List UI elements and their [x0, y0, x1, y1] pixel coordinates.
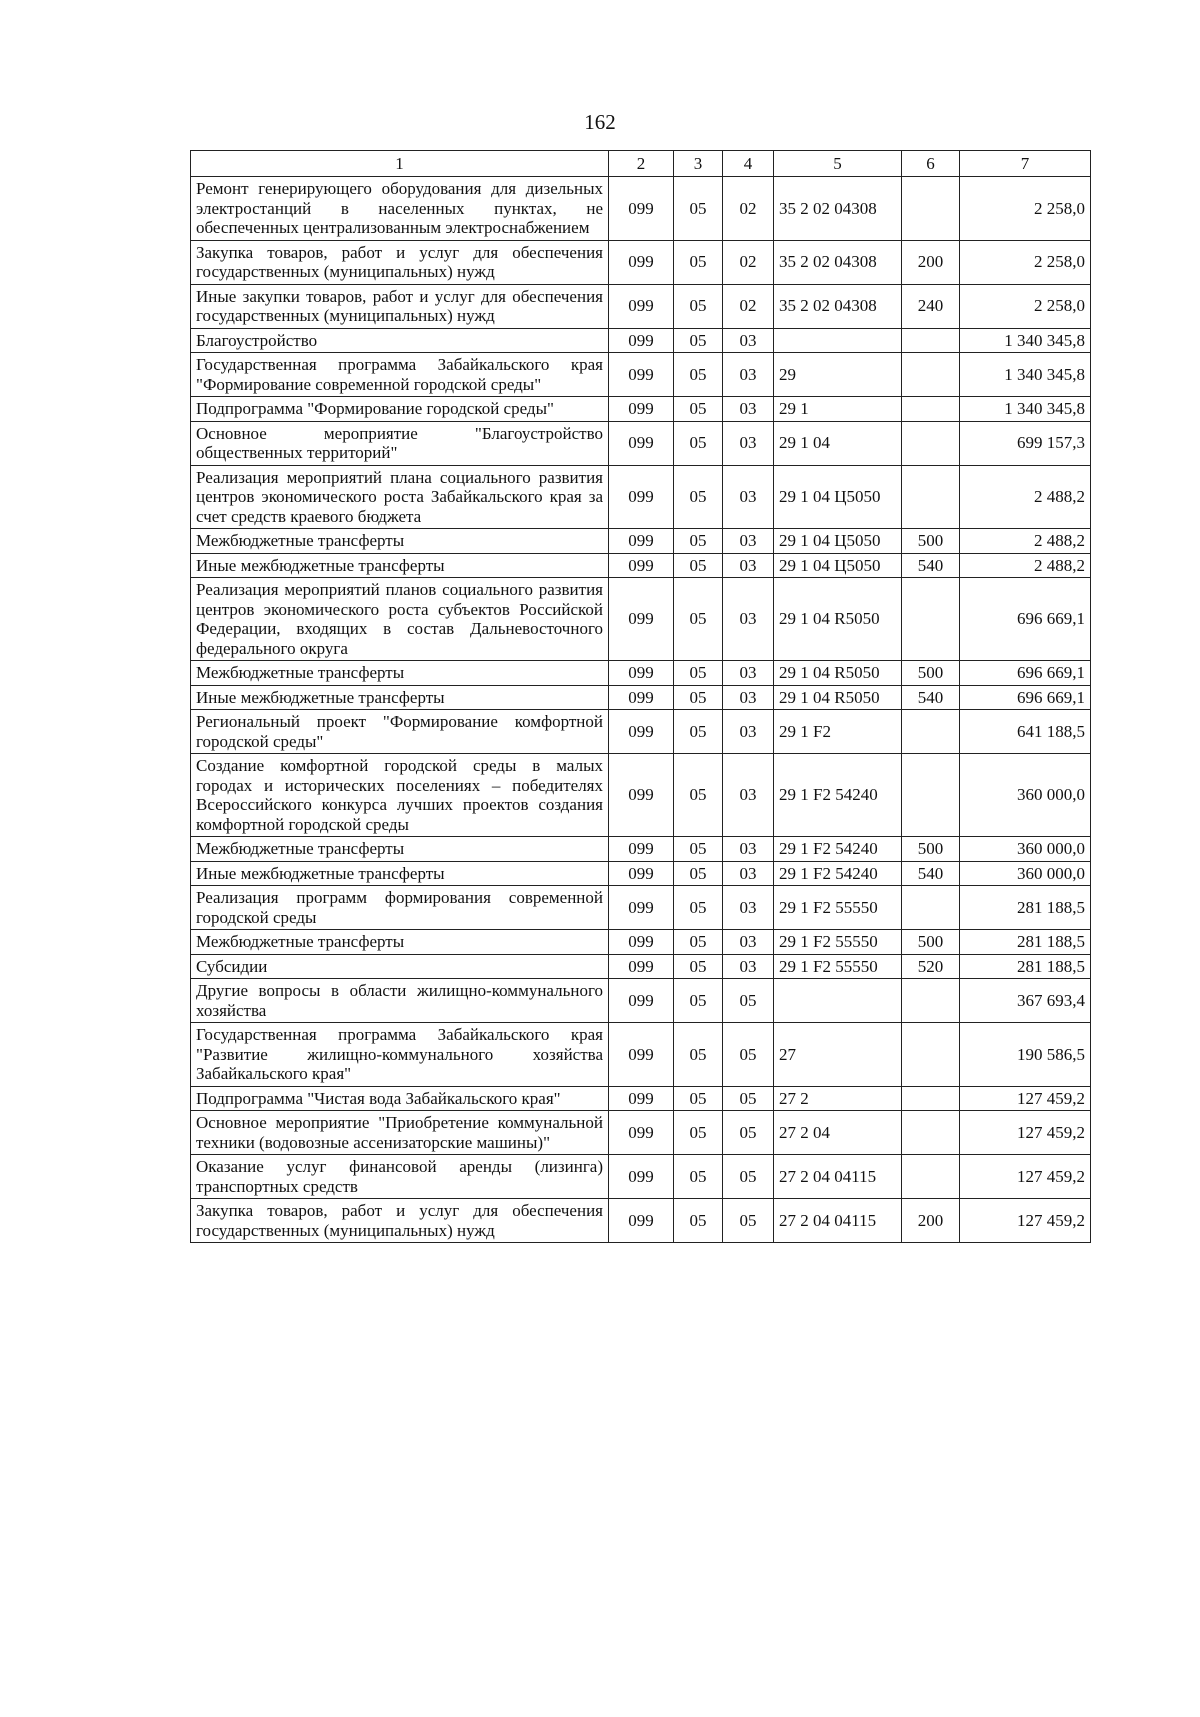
row-col2-cell: 099: [609, 1111, 674, 1155]
table-row: [191, 1199, 1091, 1243]
row-col2-cell: 099: [609, 421, 674, 465]
row-col7-cell: 127 459,2: [960, 1111, 1091, 1155]
row-col4-cell: 05: [723, 1086, 774, 1111]
row-col4-cell: 05: [723, 979, 774, 1023]
row-col7-cell: 281 188,5: [960, 886, 1091, 930]
row-name-cell: Благоустройство: [191, 328, 609, 353]
row-col4-cell: 03: [723, 529, 774, 554]
row-col4-cell: 03: [723, 553, 774, 578]
row-col4-cell: 02: [723, 284, 774, 328]
row-col7-cell: 360 000,0: [960, 754, 1091, 837]
column-header-7: 7: [960, 151, 1091, 177]
row-col2-cell: 099: [609, 837, 674, 862]
table-row: [191, 710, 1091, 754]
row-col4-cell: 03: [723, 661, 774, 686]
table-row: [191, 1086, 1091, 1111]
row-col7-cell: 699 157,3: [960, 421, 1091, 465]
row-col7-cell: 696 669,1: [960, 661, 1091, 686]
row-col5-cell: [774, 328, 902, 353]
row-col5-cell: 29 1 04 R5050: [774, 685, 902, 710]
row-name-cell: Межбюджетные трансферты: [191, 837, 609, 862]
row-col3-cell: 05: [674, 886, 723, 930]
row-col6-cell: 540: [902, 553, 960, 578]
row-col6-cell: 200: [902, 240, 960, 284]
row-col3-cell: 05: [674, 754, 723, 837]
table-row: [191, 553, 1091, 578]
row-col3-cell: 05: [674, 861, 723, 886]
row-col5-cell: 29 1 04: [774, 421, 902, 465]
row-col5-cell: 29 1 04 R5050: [774, 661, 902, 686]
table-row: [191, 397, 1091, 422]
row-col2-cell: 099: [609, 1086, 674, 1111]
row-col5-cell: 27 2 04 04115: [774, 1199, 902, 1243]
row-name-cell: Государственная программа Забайкальского края "Формирование современной городской среды": [191, 353, 609, 397]
row-col2-cell: 099: [609, 754, 674, 837]
column-header-2: 2: [609, 151, 674, 177]
row-col7-cell: 127 459,2: [960, 1199, 1091, 1243]
row-name-cell: Реализация мероприятий планов социального развития центров экономического роста субъектов Российской Федерации, входящих в состав Дальневосточного федерального округа: [191, 578, 609, 661]
row-col6-cell: [902, 710, 960, 754]
row-col5-cell: 29 1 F2 55550: [774, 954, 902, 979]
row-col3-cell: 05: [674, 553, 723, 578]
row-col4-cell: 03: [723, 578, 774, 661]
row-col4-cell: 03: [723, 421, 774, 465]
row-col7-cell: 360 000,0: [960, 861, 1091, 886]
header-row: [191, 151, 1091, 177]
row-col3-cell: 05: [674, 954, 723, 979]
row-col6-cell: [902, 754, 960, 837]
row-name-cell: Иные закупки товаров, работ и услуг для обеспечения государственных (муниципальных) нужд: [191, 284, 609, 328]
row-col6-cell: 240: [902, 284, 960, 328]
row-col7-cell: 641 188,5: [960, 710, 1091, 754]
row-name-cell: Основное мероприятие "Приобретение коммунальной техники (водовозные ассенизаторские машины)": [191, 1111, 609, 1155]
row-col5-cell: 29 1 F2: [774, 710, 902, 754]
column-header-5: 5: [774, 151, 902, 177]
row-col2-cell: 099: [609, 1199, 674, 1243]
row-col5-cell: 27 2: [774, 1086, 902, 1111]
row-col7-cell: 2 258,0: [960, 240, 1091, 284]
table-row: [191, 685, 1091, 710]
row-col2-cell: 099: [609, 710, 674, 754]
row-name-cell: Закупка товаров, работ и услуг для обеспечения государственных (муниципальных) нужд: [191, 240, 609, 284]
row-name-cell: Подпрограмма "Формирование городской среды": [191, 397, 609, 422]
row-col4-cell: 03: [723, 861, 774, 886]
row-col5-cell: 29 1 04 Ц5050: [774, 529, 902, 554]
row-col6-cell: 200: [902, 1199, 960, 1243]
row-col6-cell: 540: [902, 861, 960, 886]
row-col6-cell: [902, 1086, 960, 1111]
row-col7-cell: 367 693,4: [960, 979, 1091, 1023]
row-col5-cell: 29 1 04 Ц5050: [774, 465, 902, 529]
row-col3-cell: 05: [674, 837, 723, 862]
row-col5-cell: 29 1 F2 55550: [774, 930, 902, 955]
budget-table: [190, 150, 1091, 1243]
row-col6-cell: [902, 328, 960, 353]
table-row: [191, 861, 1091, 886]
row-col3-cell: 05: [674, 1199, 723, 1243]
row-col7-cell: 190 586,5: [960, 1023, 1091, 1087]
row-col2-cell: 099: [609, 1155, 674, 1199]
row-col6-cell: [902, 886, 960, 930]
row-name-cell: Государственная программа Забайкальского края "Развитие жилищно-коммунального хозяйства Забайкальского края": [191, 1023, 609, 1087]
row-col4-cell: 03: [723, 954, 774, 979]
row-col6-cell: 540: [902, 685, 960, 710]
row-col4-cell: 05: [723, 1111, 774, 1155]
row-col6-cell: 500: [902, 930, 960, 955]
row-col5-cell: 29 1 F2 54240: [774, 754, 902, 837]
row-col4-cell: 03: [723, 685, 774, 710]
row-col4-cell: 03: [723, 886, 774, 930]
row-col7-cell: 696 669,1: [960, 578, 1091, 661]
row-col6-cell: 500: [902, 837, 960, 862]
row-col3-cell: 05: [674, 578, 723, 661]
row-col3-cell: 05: [674, 328, 723, 353]
table-row: [191, 1155, 1091, 1199]
row-name-cell: Закупка товаров, работ и услуг для обеспечения государственных (муниципальных) нужд: [191, 1199, 609, 1243]
row-col3-cell: 05: [674, 421, 723, 465]
row-name-cell: Оказание услуг финансовой аренды (лизинга) транспортных средств: [191, 1155, 609, 1199]
table-row: [191, 284, 1091, 328]
row-col4-cell: 03: [723, 465, 774, 529]
table-row: [191, 886, 1091, 930]
row-col2-cell: 099: [609, 886, 674, 930]
row-name-cell: Реализация мероприятий плана социального развития центров экономического роста Забайкальского края за счет средств краевого бюджета: [191, 465, 609, 529]
row-col2-cell: 099: [609, 685, 674, 710]
row-col2-cell: 099: [609, 661, 674, 686]
row-col5-cell: 27 2 04 04115: [774, 1155, 902, 1199]
row-col4-cell: 03: [723, 397, 774, 422]
row-col5-cell: [774, 979, 902, 1023]
row-col7-cell: 1 340 345,8: [960, 328, 1091, 353]
table-row: [191, 353, 1091, 397]
row-col2-cell: 099: [609, 930, 674, 955]
row-name-cell: Региональный проект "Формирование комфортной городской среды": [191, 710, 609, 754]
row-col7-cell: 1 340 345,8: [960, 353, 1091, 397]
row-col2-cell: 099: [609, 353, 674, 397]
row-col6-cell: 500: [902, 661, 960, 686]
row-col4-cell: 03: [723, 710, 774, 754]
table-row: [191, 1023, 1091, 1087]
row-name-cell: Другие вопросы в области жилищно-коммунального хозяйства: [191, 979, 609, 1023]
table-row: [191, 529, 1091, 554]
row-col3-cell: 05: [674, 1155, 723, 1199]
row-col5-cell: 29 1 F2 55550: [774, 886, 902, 930]
row-col3-cell: 05: [674, 397, 723, 422]
row-col6-cell: 500: [902, 529, 960, 554]
row-col3-cell: 05: [674, 1111, 723, 1155]
row-col2-cell: 099: [609, 1023, 674, 1087]
row-name-cell: Иные межбюджетные трансферты: [191, 553, 609, 578]
row-col5-cell: 29 1 F2 54240: [774, 837, 902, 862]
row-name-cell: Иные межбюджетные трансферты: [191, 861, 609, 886]
table-row: [191, 754, 1091, 837]
row-col2-cell: 099: [609, 284, 674, 328]
row-col2-cell: 099: [609, 553, 674, 578]
table-row: [191, 930, 1091, 955]
row-col2-cell: 099: [609, 861, 674, 886]
row-col3-cell: 05: [674, 240, 723, 284]
row-col6-cell: 520: [902, 954, 960, 979]
row-col6-cell: [902, 979, 960, 1023]
row-col5-cell: 35 2 02 04308: [774, 177, 902, 241]
row-col7-cell: 696 669,1: [960, 685, 1091, 710]
table-row: [191, 954, 1091, 979]
row-col4-cell: 03: [723, 328, 774, 353]
column-header-3: 3: [674, 151, 723, 177]
row-name-cell: Межбюджетные трансферты: [191, 661, 609, 686]
row-col3-cell: 05: [674, 529, 723, 554]
row-col5-cell: 29 1 04 R5050: [774, 578, 902, 661]
row-col3-cell: 05: [674, 284, 723, 328]
row-col2-cell: 099: [609, 465, 674, 529]
column-header-6: 6: [902, 151, 960, 177]
row-col4-cell: 02: [723, 177, 774, 241]
row-col3-cell: 05: [674, 1086, 723, 1111]
row-col6-cell: [902, 1155, 960, 1199]
row-col3-cell: 05: [674, 661, 723, 686]
row-col5-cell: 35 2 02 04308: [774, 284, 902, 328]
row-col6-cell: [902, 353, 960, 397]
row-col4-cell: 03: [723, 837, 774, 862]
row-col4-cell: 05: [723, 1199, 774, 1243]
row-col6-cell: [902, 1023, 960, 1087]
row-col7-cell: 2 488,2: [960, 553, 1091, 578]
row-col2-cell: 099: [609, 954, 674, 979]
row-col3-cell: 05: [674, 1023, 723, 1087]
row-name-cell: Создание комфортной городской среды в малых городах и исторических поселениях – победителях Всероссийского конкурса лучших проектов создания комфортной городской среды: [191, 754, 609, 837]
table-row: [191, 240, 1091, 284]
row-col4-cell: 03: [723, 353, 774, 397]
table-row: [191, 979, 1091, 1023]
row-col7-cell: 2 488,2: [960, 465, 1091, 529]
table-row: [191, 421, 1091, 465]
row-name-cell: Иные межбюджетные трансферты: [191, 685, 609, 710]
row-col6-cell: [902, 397, 960, 422]
row-col7-cell: 127 459,2: [960, 1155, 1091, 1199]
row-col4-cell: 05: [723, 1155, 774, 1199]
table-row: [191, 578, 1091, 661]
row-col2-cell: 099: [609, 397, 674, 422]
row-col7-cell: 281 188,5: [960, 930, 1091, 955]
row-col4-cell: 02: [723, 240, 774, 284]
table-row: [191, 465, 1091, 529]
row-col2-cell: 099: [609, 979, 674, 1023]
row-col3-cell: 05: [674, 710, 723, 754]
row-name-cell: Ремонт генерирующего оборудования для дизельных электростанций в населенных пунктах, не обеспеченных централизованным электроснабжением: [191, 177, 609, 241]
row-col7-cell: 1 340 345,8: [960, 397, 1091, 422]
table-row: [191, 328, 1091, 353]
row-name-cell: Подпрограмма "Чистая вода Забайкальского края": [191, 1086, 609, 1111]
row-col3-cell: 05: [674, 979, 723, 1023]
row-col7-cell: 127 459,2: [960, 1086, 1091, 1111]
row-col3-cell: 05: [674, 685, 723, 710]
row-col4-cell: 03: [723, 754, 774, 837]
row-col6-cell: [902, 177, 960, 241]
row-col4-cell: 03: [723, 930, 774, 955]
row-col5-cell: 35 2 02 04308: [774, 240, 902, 284]
row-col7-cell: 360 000,0: [960, 837, 1091, 862]
page-number: 162: [584, 110, 616, 134]
row-col3-cell: 05: [674, 177, 723, 241]
row-col5-cell: 27 2 04: [774, 1111, 902, 1155]
row-name-cell: Межбюджетные трансферты: [191, 529, 609, 554]
row-col6-cell: [902, 421, 960, 465]
row-col2-cell: 099: [609, 529, 674, 554]
row-col7-cell: 2 258,0: [960, 177, 1091, 241]
row-col5-cell: 29 1 04 Ц5050: [774, 553, 902, 578]
table-row: [191, 837, 1091, 862]
row-name-cell: Межбюджетные трансферты: [191, 930, 609, 955]
row-col6-cell: [902, 578, 960, 661]
row-col7-cell: 2 488,2: [960, 529, 1091, 554]
row-col2-cell: 099: [609, 578, 674, 661]
table-row: [191, 177, 1091, 241]
row-col6-cell: [902, 1111, 960, 1155]
row-col5-cell: 29 1 F2 54240: [774, 861, 902, 886]
row-col2-cell: 099: [609, 177, 674, 241]
row-col5-cell: 29 1: [774, 397, 902, 422]
row-col7-cell: 281 188,5: [960, 954, 1091, 979]
column-header-1: 1: [191, 151, 609, 177]
row-name-cell: Субсидии: [191, 954, 609, 979]
column-header-4: 4: [723, 151, 774, 177]
row-col3-cell: 05: [674, 465, 723, 529]
row-col2-cell: 099: [609, 240, 674, 284]
row-col7-cell: 2 258,0: [960, 284, 1091, 328]
row-col4-cell: 05: [723, 1023, 774, 1087]
row-col5-cell: 29: [774, 353, 902, 397]
row-col3-cell: 05: [674, 930, 723, 955]
row-col6-cell: [902, 465, 960, 529]
row-col5-cell: 27: [774, 1023, 902, 1087]
row-col3-cell: 05: [674, 353, 723, 397]
row-col2-cell: 099: [609, 328, 674, 353]
row-name-cell: Основное мероприятие "Благоустройство общественных территорий": [191, 421, 609, 465]
row-name-cell: Реализация программ формирования современной городской среды: [191, 886, 609, 930]
table-row: [191, 661, 1091, 686]
table-row: [191, 1111, 1091, 1155]
